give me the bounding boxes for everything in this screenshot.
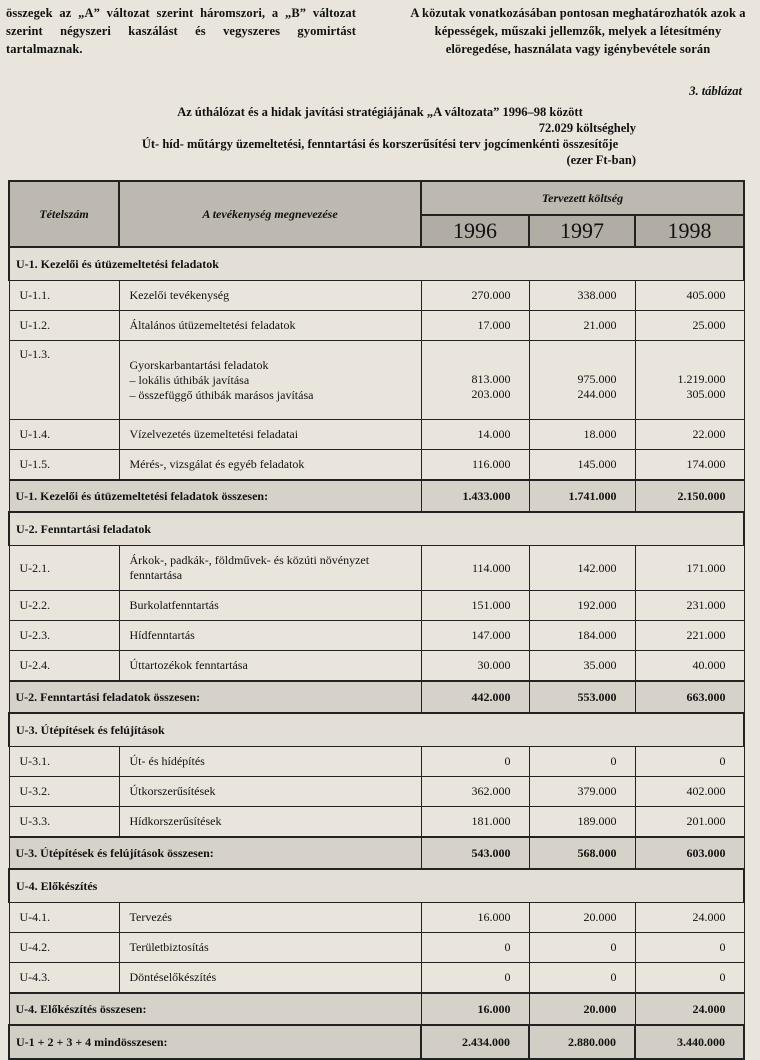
value-1996: 17.000 <box>421 311 529 341</box>
intro-left-paragraph: összegek az „A” változat szerint háromszori, a „B” változat szerint négyszeri kaszálást és vegyszeres gyomirtást tartalmaznak. <box>6 6 356 56</box>
value-1996: 0 <box>421 963 529 994</box>
value-1998: 25.000 <box>635 311 744 341</box>
value-1998: 201.000 <box>635 807 744 838</box>
value-1998: 22.000 <box>635 420 744 450</box>
title-line-2: 72.029 költséghely <box>538 121 636 135</box>
row-desc: Mérés-, vizsgálat és egyéb feladatok <box>119 450 421 481</box>
grand-total-1998: 3.440.000 <box>635 1025 744 1059</box>
value-1996: 30.000 <box>421 651 529 682</box>
total-1997: 20.000 <box>529 993 635 1025</box>
row-desc: Útkorszerűsítések <box>119 777 421 807</box>
row-code: U-2.4. <box>9 651 119 682</box>
value-1996: 116.000 <box>421 450 529 481</box>
value-1997: 0 <box>529 933 635 963</box>
value-1996: 0 <box>421 933 529 963</box>
row-code: U-4.3. <box>9 963 119 994</box>
row-code: U-1.1. <box>9 281 119 311</box>
total-1998: 2.150.000 <box>635 480 744 512</box>
section-total-label: U-1. Kezelői és útüzemeltetési feladatok összesen: <box>9 480 421 512</box>
grand-total-label: U-1 + 2 + 3 + 4 mindösszesen: <box>9 1025 421 1059</box>
value-1998: 174.000 <box>635 450 744 481</box>
cost-table <box>8 180 745 1060</box>
value-1996: 203.000 <box>471 387 511 401</box>
total-1997: 553.000 <box>529 681 635 713</box>
row-code: U-1.4. <box>9 420 119 450</box>
row-code: U-1.2. <box>9 311 119 341</box>
row-desc: Úttartozékok fenntartása <box>119 651 421 682</box>
row-desc: Területbiztosítás <box>119 933 421 963</box>
row-code: U-1.3. <box>9 341 119 420</box>
row-sub-desc: – lokális úthibák javítása <box>129 372 250 387</box>
table-title <box>100 104 660 168</box>
value-1996: 362.000 <box>421 777 529 807</box>
row-desc: Burkolatfenntartás <box>119 591 421 621</box>
total-1997: 1.741.000 <box>529 480 635 512</box>
value-1996: 813.000 <box>471 372 511 386</box>
title-line-3: Út- híd- műtárgy üzemeltetési, fenntartási és korszerűsítési terv jogcímenkénti összesítője <box>141 137 619 151</box>
section-total-label: U-4. Előkészítés összesen: <box>9 993 421 1025</box>
total-1998: 603.000 <box>635 837 744 869</box>
grand-total-1996: 2.434.000 <box>421 1025 529 1059</box>
row-sub-desc: – összefüggő úthibák marásos javítása <box>129 387 314 402</box>
row-desc: Út- és hídépítés <box>119 747 421 777</box>
header-year-1996: 1996 <box>421 215 529 247</box>
value-1998: 24.000 <box>635 903 744 933</box>
total-1996: 16.000 <box>421 993 529 1025</box>
header-year-1997: 1997 <box>529 215 635 247</box>
total-1996: 543.000 <box>421 837 529 869</box>
value-1998: 40.000 <box>635 651 744 682</box>
value-1998: 402.000 <box>635 777 744 807</box>
value-1997: 184.000 <box>529 621 635 651</box>
value-1998: 0 <box>635 933 744 963</box>
section-title: U-4. Előkészítés <box>9 869 744 903</box>
value-1998: 0 <box>635 747 744 777</box>
section-title: U-3. Útépítések és felújítások <box>9 713 744 747</box>
value-1996: 16.000 <box>421 903 529 933</box>
row-desc: Gyorskarbantartási feladatok <box>129 357 269 372</box>
intro-right-paragraph: A közutak vonatkozásában pontosan meghatározhatók azok a képességek, műszaki jellemzők, melyek a létesítmény elöregedése, használata vagy igénybevétele során <box>410 6 746 56</box>
grand-total-1997: 2.880.000 <box>529 1025 635 1059</box>
value-1997: 142.000 <box>529 546 635 591</box>
value-1998: 171.000 <box>635 546 744 591</box>
value-1996: 14.000 <box>421 420 529 450</box>
value-1997: 379.000 <box>529 777 635 807</box>
value-1996-multi <box>421 341 529 420</box>
value-1996: 114.000 <box>421 546 529 591</box>
value-1996: 270.000 <box>421 281 529 311</box>
value-1997: 189.000 <box>529 807 635 838</box>
row-desc: Árkok-, padkák-, földművek- és közúti növényzet fenntartása <box>119 546 421 591</box>
row-code: U-3.2. <box>9 777 119 807</box>
section-title: U-2. Fenntartási feladatok <box>9 512 744 546</box>
header-year-1998: 1998 <box>635 215 744 247</box>
total-1998: 663.000 <box>635 681 744 713</box>
row-code: U-3.3. <box>9 807 119 838</box>
table-number: 3. táblázat <box>689 84 742 98</box>
total-1996: 1.433.000 <box>421 480 529 512</box>
title-line-4: (ezer Ft-ban) <box>566 153 636 167</box>
value-1996: 0 <box>421 747 529 777</box>
value-1997: 35.000 <box>529 651 635 682</box>
value-1998: 221.000 <box>635 621 744 651</box>
section-total-label: U-2. Fenntartási feladatok összesen: <box>9 681 421 713</box>
value-1997: 192.000 <box>529 591 635 621</box>
value-1997-multi <box>529 341 635 420</box>
value-1997: 20.000 <box>529 903 635 933</box>
value-1998: 231.000 <box>635 591 744 621</box>
value-1998: 305.000 <box>686 387 726 401</box>
row-desc: Hídfenntartás <box>119 621 421 651</box>
value-1998: 1.219.000 <box>677 372 726 386</box>
total-1997: 568.000 <box>529 837 635 869</box>
header-item-no: Tételszám <box>9 181 119 247</box>
value-1997: 0 <box>529 963 635 994</box>
value-1997: 244.000 <box>577 387 617 401</box>
header-planned-cost: Tervezett költség <box>421 181 744 215</box>
row-code: U-2.2. <box>9 591 119 621</box>
total-1998: 24.000 <box>635 993 744 1025</box>
value-1998: 0 <box>635 963 744 994</box>
value-1997: 145.000 <box>529 450 635 481</box>
value-1998-multi <box>635 341 744 420</box>
row-desc: Döntéselőkészítés <box>119 963 421 994</box>
value-1997: 975.000 <box>577 372 617 386</box>
row-desc: Hídkorszerűsítések <box>119 807 421 838</box>
row-desc: Kezelői tevékenység <box>119 281 421 311</box>
row-desc-multi <box>119 341 421 420</box>
total-1996: 442.000 <box>421 681 529 713</box>
value-1997: 0 <box>529 747 635 777</box>
value-1997: 18.000 <box>529 420 635 450</box>
row-code: U-1.5. <box>9 450 119 481</box>
value-1997: 21.000 <box>529 311 635 341</box>
value-1996: 181.000 <box>421 807 529 838</box>
row-code: U-2.1. <box>9 546 119 591</box>
row-desc: Tervezés <box>119 903 421 933</box>
value-1996: 147.000 <box>421 621 529 651</box>
row-desc: Vízelvezetés üzemeltetési feladatai <box>119 420 421 450</box>
row-code: U-3.1. <box>9 747 119 777</box>
title-line-1: Az úthálózat és a hidak javítási stratégiájának „A változata” 1996–98 között <box>177 105 583 119</box>
row-code: U-4.2. <box>9 933 119 963</box>
section-title: U-1. Kezelői és útüzemeltetési feladatok <box>9 247 744 281</box>
value-1996: 151.000 <box>421 591 529 621</box>
row-desc: Általános útüzemeltetési feladatok <box>119 311 421 341</box>
row-code: U-4.1. <box>9 903 119 933</box>
value-1998: 405.000 <box>635 281 744 311</box>
header-activity: A tevékenység megnevezése <box>119 181 421 247</box>
row-code: U-2.3. <box>9 621 119 651</box>
section-total-label: U-3. Útépítések és felújítások összesen: <box>9 837 421 869</box>
value-1997: 338.000 <box>529 281 635 311</box>
